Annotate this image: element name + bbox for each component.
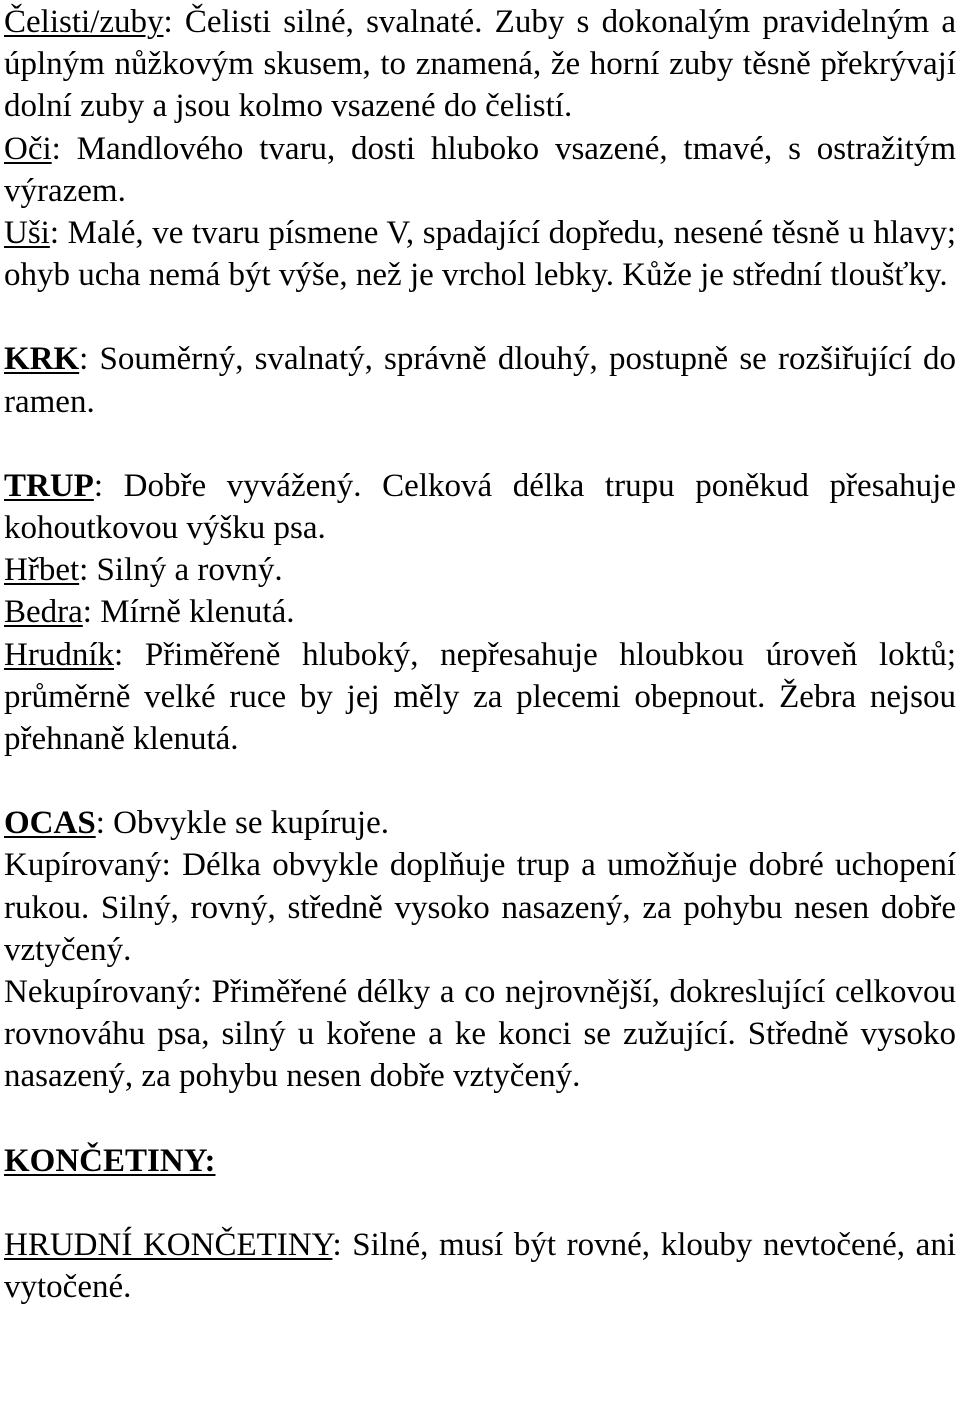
text-ocas: : Obvykle se kupíruje. <box>95 805 389 842</box>
label-hrudnik: Hrudník <box>4 636 114 673</box>
heading-koncetiny-paragraph <box>4 1140 956 1182</box>
label-hrudni-koncetiny: HRUDNÍ KONČETINY <box>4 1226 333 1263</box>
paragraph-bedra <box>4 591 956 633</box>
text-hrudnik: : Přiměřeně hluboký, nepřesahuje hloubkou úroveň loktů; průměrně velké ruce by jej měly za plecemi obepnout. Žebra nejsou přehnaně klenutá. <box>4 636 956 758</box>
text-hrudni-koncetiny: : Silné, musí být rovné, klouby nevtočené, ani vytočené. <box>4 1226 956 1306</box>
label-oci: Oči <box>4 130 52 167</box>
text-usi: : Malé, ve tvaru písmene V, spadající dopředu, nesené těsně u hlavy; ohyb ucha nemá být výše, než je vrchol lebky. Kůže je střední tloušťky. <box>4 215 956 294</box>
text-trup: : Dobře vyvážený. Celková délka trupu poněkud přesahuje kohoutkovou výšku psa. <box>4 467 956 547</box>
paragraph-hrudni-koncetiny <box>4 1224 956 1308</box>
paragraph-trup <box>4 465 956 549</box>
paragraph-celisti <box>4 1 956 128</box>
section-krk: KRK <box>4 341 80 378</box>
section-ocas: OCAS <box>4 805 96 842</box>
label-usi: Uši <box>4 215 50 252</box>
paragraph-oci <box>4 128 956 212</box>
text-nekupirovany: Nekupírovaný: Přiměřené délky a co nejrovnější, dokreslující celkovou rovnováhu psa, silný u kořene a ke konci se zužující. Středně vysoko nasazený, za pohybu nesen dobře vztyčený. <box>4 974 956 1095</box>
paragraph-ocas <box>4 802 956 844</box>
text-oci: : Mandlového tvaru, dosti hluboko vsazené, tmavé, s ostražitým výrazem. <box>4 130 956 209</box>
text-celisti: : Čelisti silné, svalnaté. Zuby s dokonalým pravidelným a úplným nůžkovým skusem, to znamená, že horní zuby těsně překrývají dolní zuby a jsou kolmo vsazené do čelistí. <box>4 4 956 125</box>
paragraph-kupirovany <box>4 844 956 971</box>
text-kupirovany: Kupírovaný: Délka obvykle doplňuje trup a umožňuje dobré uchopení rukou. Silný, rovný, středně vysoko nasazený, za pohybu nesen dobře vztyčený. <box>4 847 956 968</box>
label-bedra: Bedra <box>4 594 83 631</box>
document-page <box>0 1 960 1403</box>
paragraph-nekupirovany <box>4 971 956 1098</box>
paragraph-krk <box>4 338 956 422</box>
label-celisti: Čelisti/zuby <box>4 4 164 40</box>
heading-koncetiny: KONČETINY: <box>4 1142 216 1179</box>
text-bedra: : Mírně klenutá. <box>82 594 295 631</box>
section-trup: TRUP <box>4 467 94 504</box>
paragraph-hrudnik <box>4 634 956 761</box>
paragraph-hrbet <box>4 549 956 591</box>
label-hrbet: Hřbet <box>4 552 80 589</box>
text-hrbet: : Silný a rovný. <box>79 552 283 589</box>
paragraph-usi <box>4 212 956 296</box>
text-krk: : Souměrný, svalnatý, správně dlouhý, postupně se rozšiřující do ramen. <box>4 341 956 420</box>
